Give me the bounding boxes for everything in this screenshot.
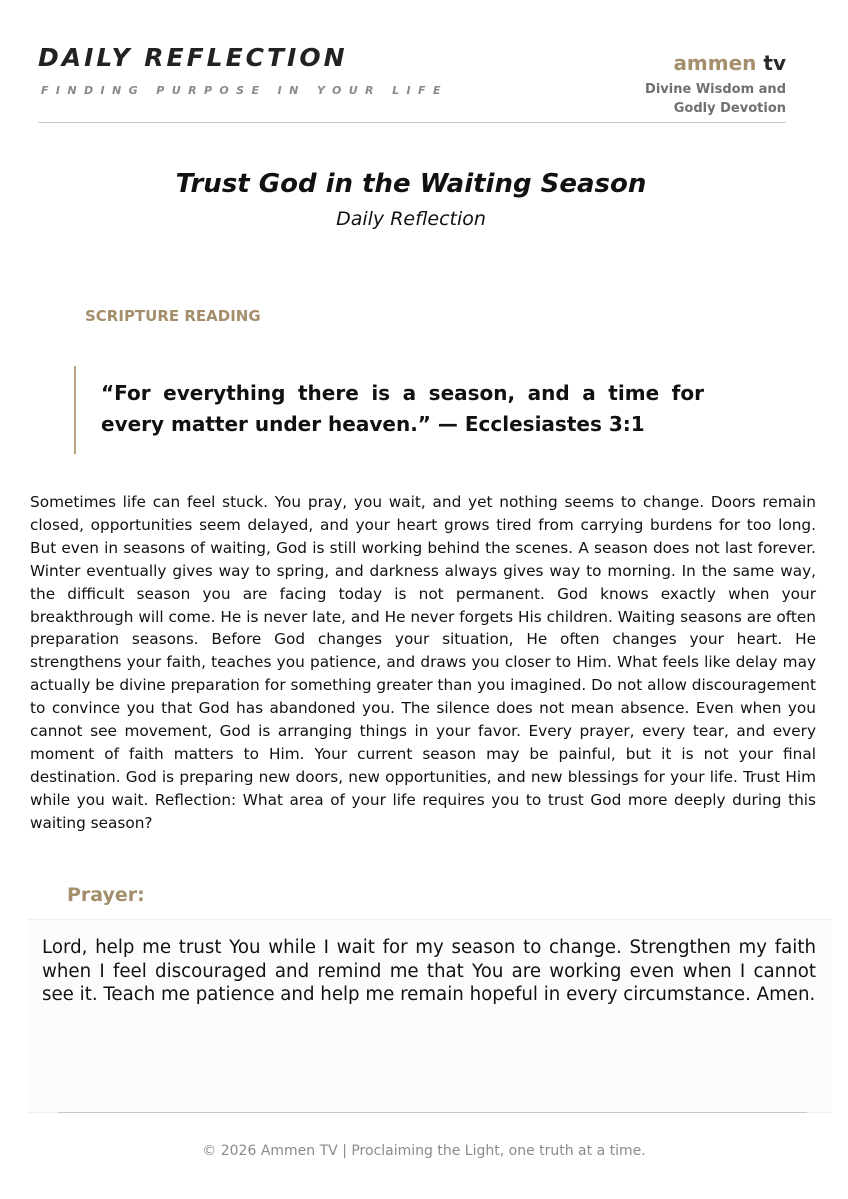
footer-copyright: © 2026 Ammen TV | Proclaiming the Light, one truth at a time. <box>202 1143 646 1159</box>
logo-subtitle <box>645 80 786 118</box>
article-title: Trust God in the Waiting Season <box>175 169 647 199</box>
ammen-tv-logo <box>645 51 786 118</box>
brand-title: DAILY REFLECTION <box>38 43 348 72</box>
logo-subtitle-line-1: Divine Wisdom and <box>645 82 786 97</box>
scripture-reading-label: SCRIPTURE READING <box>85 307 261 325</box>
logo-subtitle-line-2: Godly Devotion <box>673 101 786 116</box>
reflection-body: Sometimes life can feel stuck. You pray, you wait, and yet nothing seems to change. Doors remain closed, opportunities seem delayed, and your heart grows tired from carrying burdens for too long. But even in seasons of waiting, God is still working behind the scenes. A season does not last forever. Winter eventually gives way to spring, and darkness always gives way to morning. In the same way, the difficult season you are facing today is not permanent. God knows exactly when your breakthrough will come. He is never late, and He never forgets His children. Waiting seasons are often preparation seasons. Before God changes your situation, He often changes your heart. He strengthens your faith, teaches you patience, and draws you closer to Him. What feels like delay may actually be divine preparation for something greater than you imagined. Do not allow discouragement to convince you that God has abandoned you. The silence does not mean absence. Even when you cannot see movement, God is arranging things in your favor. Every prayer, every tear, and every moment of faith matters to Him. Your current season may be painful, but it is not your final destination. God is preparing new doors, new opportunities, and new blessings for your life. Trust Him while you wait. Reflection: What area of your life requires you to trust God more deeply during this waiting season? <box>30 493 816 832</box>
prayer-label: Prayer: <box>67 884 145 906</box>
prayer-text: Lord, help me trust You while I wait for my season to change. Strengthen my faith when I feel discouraged and remind me that You are working even when I cannot see it. Teach me patience and help me remain hopeful in every circumstance. Amen. <box>42 937 816 1005</box>
scripture-quote <box>74 366 704 454</box>
scripture-quote-text: “For everything there is a season, and a time for every matter under heaven.” — Ecclesiastes 3:1 <box>101 381 704 436</box>
logo-name-tv: tv <box>763 51 786 75</box>
article-subtitle: Daily Reflection <box>336 208 486 230</box>
logo-name-ammen: ammen <box>673 51 757 75</box>
footer-divider <box>58 1112 807 1113</box>
logo-wordmark <box>645 51 786 75</box>
prayer-box <box>27 919 832 1113</box>
page-header <box>38 42 786 123</box>
brand-tagline: FINDING PURPOSE IN YOUR LIFE <box>41 84 448 97</box>
